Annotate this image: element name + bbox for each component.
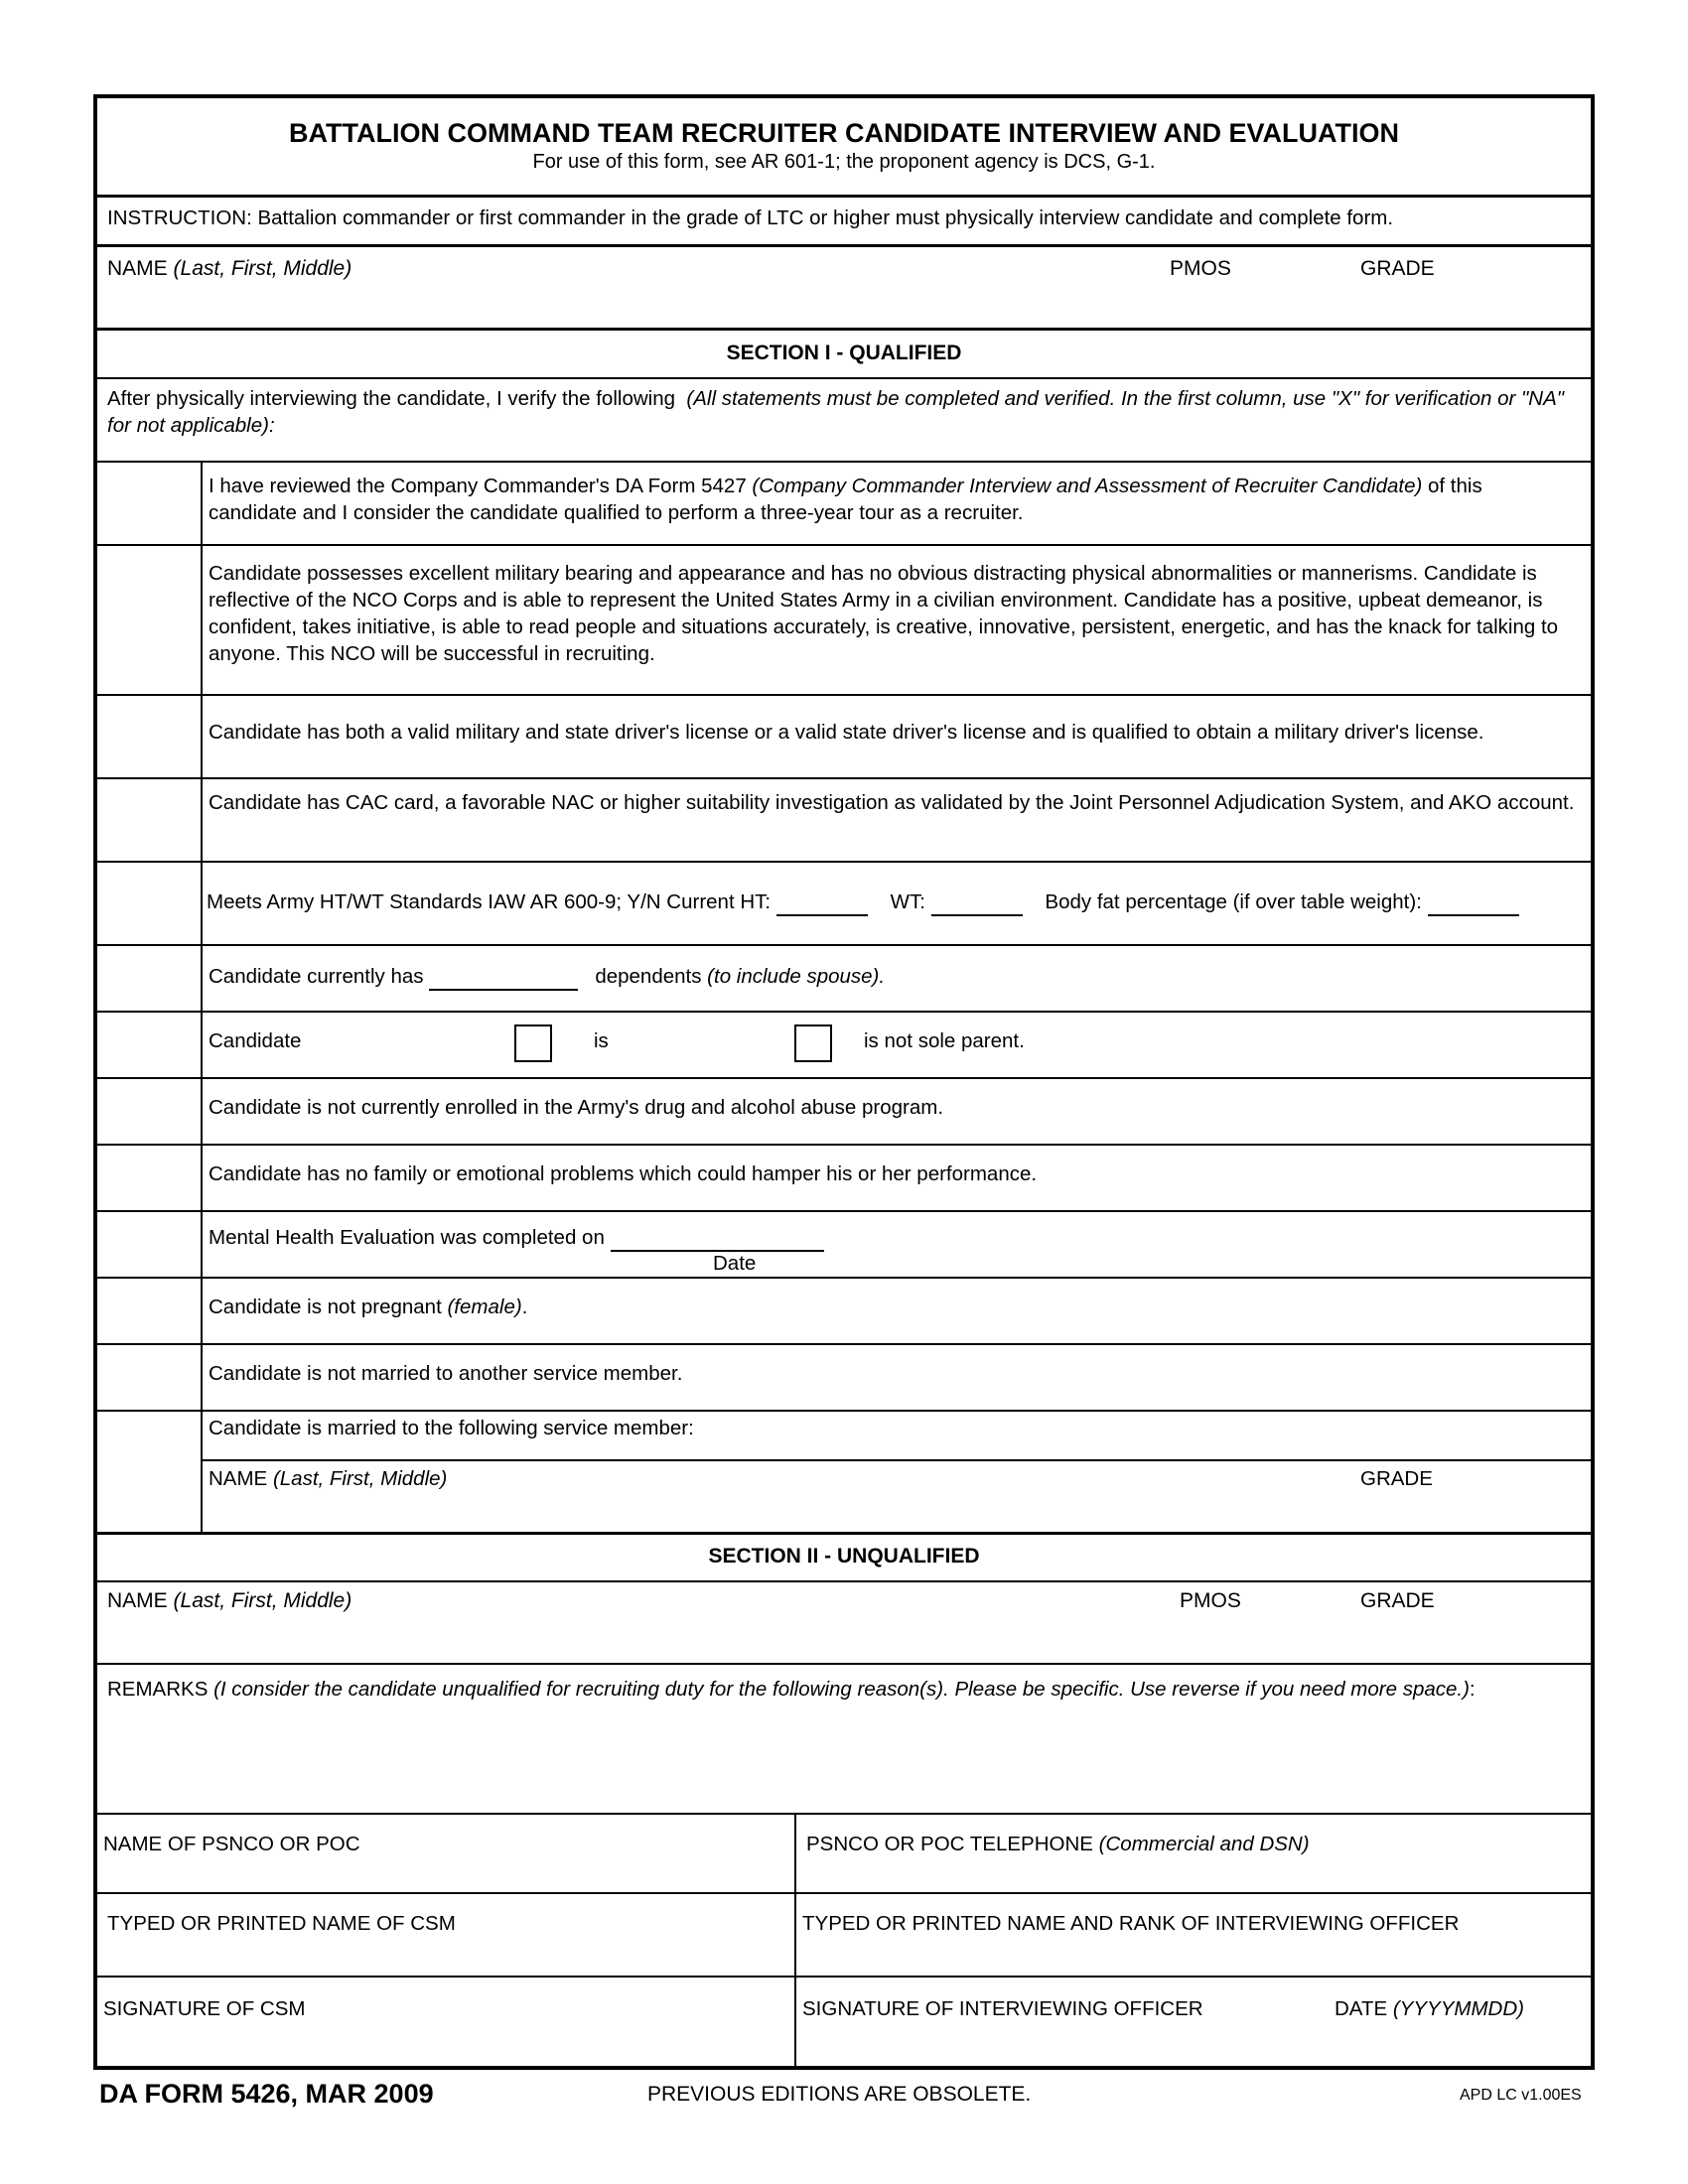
divider bbox=[97, 544, 201, 546]
item7-isnot: is not sole parent. bbox=[864, 1029, 1025, 1052]
psnco-tel-label: PSNCO OR POC TELEPHONE (Commercial and DSN) bbox=[806, 1833, 1310, 1855]
officer-name-label: TYPED OR PRINTED NAME AND RANK OF INTERVIEWING OFFICER bbox=[802, 1912, 1460, 1935]
grade-label: GRADE bbox=[1360, 257, 1435, 280]
spouse-name-field[interactable] bbox=[205, 1493, 1336, 1527]
section2-name-label: NAME (Last, First, Middle) bbox=[107, 1589, 352, 1612]
divider bbox=[97, 1892, 1591, 1894]
item4-text: Candidate has CAC card, a favorable NAC or higher suitability investigation as validated by the Joint Personnel Adjudication System, and AKO account. bbox=[209, 791, 1575, 814]
signature-column-divider bbox=[794, 1813, 796, 2066]
item10-text: Mental Health Evaluation was completed on bbox=[209, 1223, 824, 1252]
divider bbox=[97, 1210, 1591, 1212]
check-box-item9[interactable] bbox=[103, 1147, 197, 1207]
divider bbox=[201, 544, 1591, 546]
item5-text: Meets Army HT/WT Standards IAW AR 600-9; Y/N Current HT: WT: Body fat percentage (if over table weight): bbox=[207, 887, 1519, 916]
check-box-item2[interactable] bbox=[103, 547, 197, 691]
item7-candidate: Candidate bbox=[209, 1029, 302, 1052]
section1-title: SECTION I - QUALIFIED bbox=[726, 341, 962, 364]
csm-signature-field[interactable] bbox=[101, 2024, 786, 2062]
officer-name-field[interactable] bbox=[800, 1941, 1585, 1973]
divider bbox=[97, 1813, 1591, 1815]
form-number: DA FORM 5426, MAR 2009 bbox=[99, 2079, 434, 2109]
csm-name-label: TYPED OR PRINTED NAME OF CSM bbox=[107, 1912, 456, 1935]
check-box-item5[interactable] bbox=[103, 864, 197, 941]
form-subtitle: For use of this form, see AR 601-1; the proponent agency is DCS, G-1. bbox=[532, 151, 1156, 173]
pmos-field[interactable] bbox=[1166, 283, 1344, 323]
divider bbox=[201, 1459, 1591, 1461]
section1-intro: After physically interviewing the candidate, I verify the following (All statements must be completed and verified. In the first column, use "X" for verification or "NA" for not applicable): bbox=[107, 387, 1565, 437]
psnco-name-label: NAME OF PSNCO OR POC bbox=[103, 1833, 360, 1855]
name-field[interactable] bbox=[103, 283, 1146, 323]
remarks-label: REMARKS (I consider the candidate unqualified for recruiting duty for the following reason(s). Please be specific. Use reverse if you need more space.): bbox=[107, 1678, 1476, 1701]
divider bbox=[97, 195, 1591, 198]
item2-text: Candidate possesses excellent military bearing and appearance and has no obvious distracting physical abnormalities or mannerisms. Candidate is reflective of the NCO Corps and is able to represent the United States Army in a civilian environment. Candidate has a positive, upbeat demeanor, is confident, takes initiative, is able to read people and situations accurately, is creative, innovative, persistent, energetic, and has the knack for talking to anyone. This NCO will be successful in recruiting. bbox=[209, 562, 1559, 665]
section2-name-field[interactable] bbox=[103, 1615, 1156, 1659]
check-box-item8[interactable] bbox=[103, 1080, 197, 1141]
section2-pmos-label: PMOS bbox=[1180, 1589, 1241, 1612]
check-box-item1[interactable] bbox=[103, 464, 197, 541]
item13-grade-label: GRADE bbox=[1360, 1467, 1433, 1490]
section2-grade-label: GRADE bbox=[1360, 1589, 1435, 1612]
section2-grade-field[interactable] bbox=[1356, 1615, 1575, 1659]
divider bbox=[97, 1580, 1591, 1582]
instruction-text: INSTRUCTION: Battalion commander or first commander in the grade of LTC or higher must physically interview candidate and complete form. bbox=[107, 206, 1394, 229]
divider bbox=[97, 777, 1591, 779]
item13-name-label: NAME (Last, First, Middle) bbox=[209, 1467, 448, 1490]
item3-text: Candidate has both a valid military and state driver's license or a valid state driver's license and is qualified to obtain a military driver's license. bbox=[209, 721, 1484, 744]
version-label: APD LC v1.00ES bbox=[1460, 2087, 1582, 2104]
spouse-grade-field[interactable] bbox=[1356, 1493, 1575, 1527]
divider bbox=[97, 1410, 1591, 1412]
check-box-item12[interactable] bbox=[103, 1346, 197, 1407]
item10-date-caption: Date bbox=[713, 1252, 757, 1275]
divider bbox=[97, 244, 1591, 247]
item6-text: Candidate currently has dependents (to include spouse). bbox=[209, 962, 885, 991]
date-field[interactable] bbox=[1329, 2024, 1585, 2062]
check-box-item6[interactable] bbox=[103, 947, 197, 1008]
grade-field[interactable] bbox=[1356, 283, 1575, 323]
psnco-name-field[interactable] bbox=[101, 1859, 786, 1889]
item12-text: Candidate is not married to another service member. bbox=[209, 1362, 683, 1385]
divider bbox=[97, 1277, 1591, 1279]
weight-field[interactable] bbox=[931, 887, 1023, 916]
name-label: NAME (Last, First, Middle) bbox=[107, 257, 352, 280]
csm-name-field[interactable] bbox=[101, 1941, 786, 1973]
item9-text: Candidate has no family or emotional problems which could hamper his or her performance. bbox=[209, 1162, 1038, 1185]
mental-health-date-field[interactable] bbox=[611, 1223, 824, 1252]
divider bbox=[97, 1077, 1591, 1079]
section2-pmos-field[interactable] bbox=[1176, 1615, 1344, 1659]
dependents-field[interactable] bbox=[429, 962, 578, 991]
body-fat-field[interactable] bbox=[1428, 887, 1519, 916]
divider bbox=[97, 944, 1591, 946]
form-frame bbox=[93, 94, 1595, 2070]
divider bbox=[97, 1532, 1591, 1535]
check-box-item10[interactable] bbox=[103, 1213, 197, 1274]
divider bbox=[97, 1976, 1591, 1978]
check-box-item3[interactable] bbox=[103, 697, 197, 774]
divider bbox=[97, 861, 1591, 863]
item7-is: is bbox=[594, 1029, 609, 1052]
is-not-sole-parent-checkbox[interactable] bbox=[794, 1024, 832, 1062]
divider bbox=[97, 377, 1591, 379]
obsolete-notice: PREVIOUS EDITIONS ARE OBSOLETE. bbox=[647, 2083, 1032, 2106]
is-sole-parent-checkbox[interactable] bbox=[514, 1024, 552, 1062]
check-box-item4[interactable] bbox=[103, 780, 197, 858]
csm-signature-label: SIGNATURE OF CSM bbox=[103, 1997, 306, 2020]
divider bbox=[97, 694, 1591, 696]
divider bbox=[97, 1144, 1591, 1146]
form-title: BATTALION COMMAND TEAM RECRUITER CANDIDATE INTERVIEW AND EVALUATION bbox=[289, 118, 1399, 148]
section2-title: SECTION II - UNQUALIFIED bbox=[708, 1545, 980, 1568]
remarks-field[interactable] bbox=[103, 1706, 1583, 1806]
psnco-tel-field[interactable] bbox=[800, 1859, 1585, 1889]
item13-text: Candidate is married to the following service member: bbox=[209, 1417, 694, 1439]
check-box-item13[interactable] bbox=[103, 1413, 197, 1529]
divider bbox=[97, 1663, 1591, 1665]
officer-signature-field[interactable] bbox=[800, 2024, 1317, 2062]
divider bbox=[97, 1011, 1591, 1013]
height-field[interactable] bbox=[776, 887, 868, 916]
check-box-item7[interactable] bbox=[103, 1014, 197, 1074]
check-column-divider bbox=[201, 461, 203, 1532]
item11-text: Candidate is not pregnant (female). bbox=[209, 1296, 528, 1318]
item1-text: I have reviewed the Company Commander's DA Form 5427 (Company Commander Interview and Assessment of Recruiter Candidate) of this candidate and I consider the candidate qualified to perform a three-year tour as a recruiter. bbox=[209, 475, 1482, 524]
item8-text: Candidate is not currently enrolled in the Army's drug and alcohol abuse program. bbox=[209, 1096, 944, 1119]
check-box-item11[interactable] bbox=[103, 1280, 197, 1340]
pmos-label: PMOS bbox=[1170, 257, 1231, 280]
divider bbox=[97, 1343, 1591, 1345]
divider bbox=[97, 461, 1591, 463]
divider bbox=[97, 328, 1591, 331]
officer-signature-label: SIGNATURE OF INTERVIEWING OFFICER bbox=[802, 1997, 1203, 2020]
date-label: DATE (YYYYMMDD) bbox=[1335, 1997, 1524, 2020]
